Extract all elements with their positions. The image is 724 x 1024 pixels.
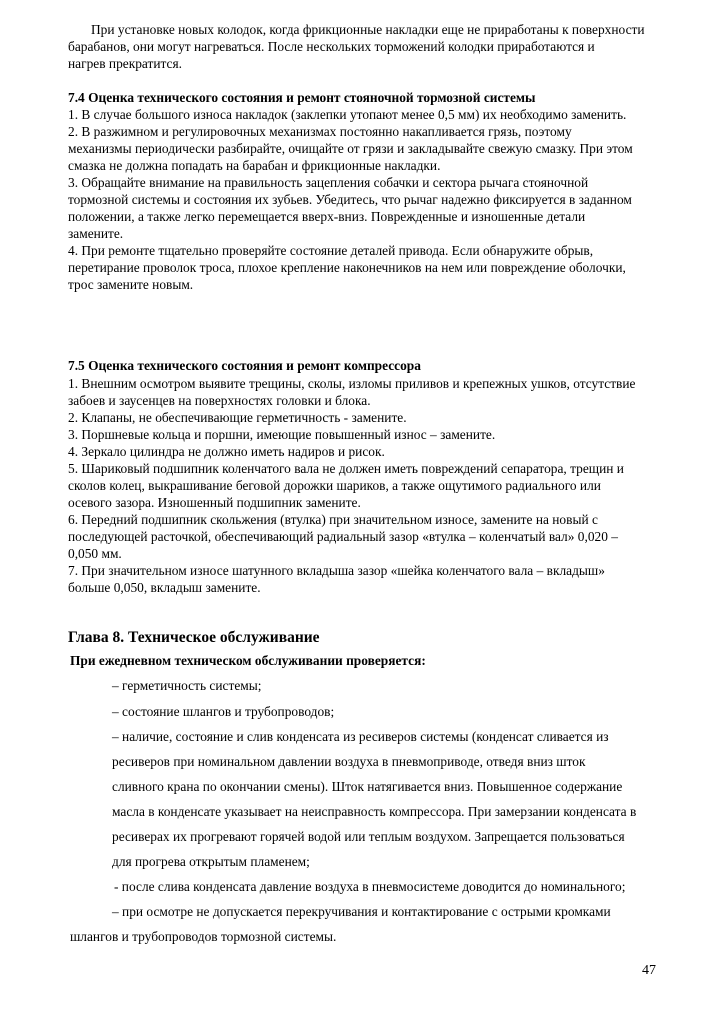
section-7-5-heading: 7.5 Оценка технического состояния и ремонт компрессора [68,358,421,373]
chapter-8-line: шлангов и трубопроводов тормозной системы. [70,929,337,944]
section-7-5-line: 2. Клапаны, не обеспечивающие герметичность - замените. [68,410,407,425]
section-7-5-line: сколов колец, выкрашивание беговой дорожки шариков, а также ощутимого радиального или [68,478,601,493]
chapter-8-line: ресиверах их прогревают горячей водой или теплым воздухом. Запрещается пользоваться [112,829,625,844]
section-7-4-line: положении, а также легко перемещается вверх-вниз. Поврежденные и изношенные детали [68,209,586,224]
section-7-4-line: тормозной системы и состояния их зубьев. Убедитесь, что рычаг надежно фиксируется в заданном [68,192,632,207]
section-7-5-line: забоев и заусенцев на поверхностях головки и блока. [68,393,371,408]
section-7-5-line: осевого зазора. Изношенный подшипник замените. [68,495,361,510]
chapter-8-subtitle: При ежедневном техническом обслуживании проверяется: [70,653,426,668]
section-7-5-line: 7. При значительном износе шатунного вкладыша зазор «шейка коленчатого вала – вкладыш» [68,563,605,578]
section-7-4-line: перетирание проволок троса, плохое крепление наконечников на нем или повреждение оболочки, [68,260,626,275]
chapter-8-line: – наличие, состояние и слив конденсата из ресиверов системы (конденсат сливается из [112,729,609,744]
chapter-8-line: – состояние шлангов и трубопроводов; [112,704,335,719]
section-7-4-line: смазка не должна попадать на барабан и фрикционные накладки. [68,158,441,173]
section-7-4-line: 2. В разжимном и регулировочных механизмах постоянно накапливается грязь, поэтому [68,124,572,139]
chapter-8-line: масла в конденсате указывает на неисправность компрессора. При замерзании конденсата в [112,804,637,819]
section-7-4-line: замените. [68,226,124,241]
chapter-8-line: для прогрева открытым пламенем; [112,854,310,869]
chapter-8-title: Глава 8. Техническое обслуживание [68,629,320,646]
section-7-5-line: 6. Передний подшипник скольжения (втулка) при значительном износе, замените на новый с [68,512,598,527]
section-7-5-line: 5. Шариковый подшипник коленчатого вала не должен иметь повреждений сепаратора, трещин и [68,461,624,476]
section-7-4-heading: 7.4 Оценка технического состояния и ремонт стояночной тормозной системы [68,90,536,105]
intro-line: барабанов, они могут нагреваться. После нескольких торможений колодки приработаются и [68,39,595,54]
page-number: 47 [642,963,656,978]
section-7-4-line: 3. Обращайте внимание на правильность зацепления собачки и сектора рычага стояночной [68,175,589,190]
section-7-5-line: 3. Поршневые кольца и поршни, имеющие повышенный износ – замените. [68,427,496,442]
section-7-4-line: механизмы периодически разбирайте, очищайте от грязи и закладывайте свежую смазку. При этом [68,141,633,156]
section-7-4-line: 4. При ремонте тщательно проверяйте состояние деталей привода. Если обнаружите обрыв, [68,243,594,258]
chapter-8-line: сливного крана по окончании смены). Шток натягивается вниз. Повышенное содержание [112,779,623,794]
chapter-8-line: – при осмотре не допускается перекручивания и контактирование с острыми кромками [112,904,611,919]
section-7-5-line: больше 0,050, вкладыш замените. [68,580,261,595]
section-7-4-line: 1. В случае большого износа накладок (заклепки утопают менее 0,5 мм) их необходимо заменить. [68,107,627,122]
section-7-5-line: 0,050 мм. [68,546,122,561]
chapter-8-line: – герметичность системы; [112,678,262,693]
intro-line: нагрев прекратится. [68,56,182,71]
section-7-5-line: последующей расточкой, обеспечивающий радиальный зазор «втулка – коленчатый вал» 0,020 – [68,529,618,544]
chapter-8-line: - после слива конденсата давление воздуха в пневмосистеме доводится до номинального; [114,879,626,894]
intro-line: При установке новых колодок, когда фрикционные накладки еще не приработаны к поверхности [91,22,645,37]
section-7-5-line: 4. Зеркало цилиндра не должно иметь надиров и рисок. [68,444,385,459]
chapter-8-line: ресиверов при номинальном давлении воздуха в пневмоприводе, отведя вниз шток [112,754,586,769]
section-7-4-line: трос замените новым. [68,277,194,292]
section-7-5-line: 1. Внешним осмотром выявите трещины, сколы, изломы приливов и крепежных ушков, отсутствие [68,376,636,391]
